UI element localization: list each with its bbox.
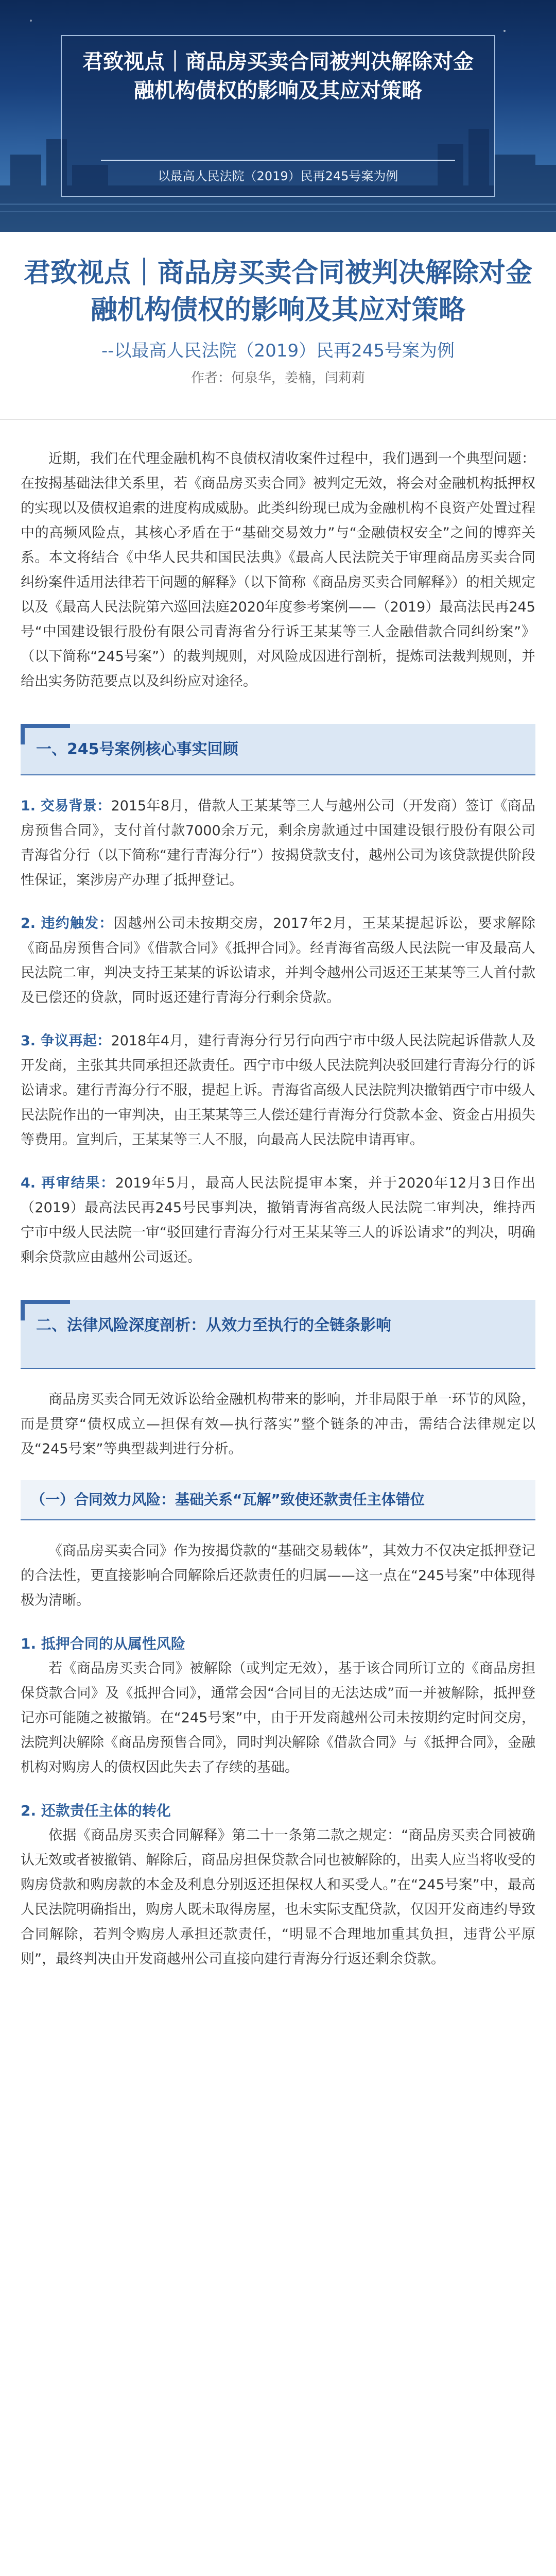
- fact-text: 2019年5月，最高人民法院提审本案，并于2020年12月3日作出（2019）最高法民再245号民事判决，撤销青海省高级人民法院二审判决，维持西宁市中级人民法院一审“驳回建行青海分行对王某某等三人的诉讼请求”的判决，明确剩余贷款应由越州公司返还。: [21, 1175, 535, 1265]
- section-corner: [21, 724, 70, 728]
- fact-text: 2018年4月，建行青海分行另行向西宁市中级人民法院起诉借款人及开发商，主张其共同承担还款责任。西宁市中级人民法院判决驳回建行青海分行的诉讼请求。建行青海分行不服，提起上诉。青海省高级人民法院判决撤销西宁市中级人民法院作出的一审判决，由王某某等三人偿还建行青海分行贷款本金、资金占用损失等费用。宣判后，王某某等三人不服，向最高人民法院申请再审。: [21, 1033, 536, 1148]
- section-corner: [21, 1300, 70, 1304]
- point-heading: 2. 还款责任主体的转化: [21, 1802, 171, 1819]
- banner-divider: [101, 160, 455, 161]
- fact-label: 3. 争议再起：: [21, 1033, 111, 1049]
- fact-text: 因越州公司未按期交房，2017年2月，王某某提起诉讼，要求解除《商品房预售合同》《借款合同》《抵押合同》。经青海省高级人民法院一审及最高人民法院二审，判决支持王某某的诉讼请求，并判令越州公司返还王某某等三人首付款及已偿还的贷款，同时返还建行青海分行剩余贷款。: [21, 916, 536, 1006]
- article-authors: 作者：何泉华，姜楠，闫莉莉: [190, 370, 365, 386]
- article-subtitle: --以最高人民法院（2019）民再245号案为例: [101, 341, 455, 361]
- header-banner: [0, 0, 556, 232]
- section-corner: [21, 724, 25, 744]
- section-header-1: [21, 724, 535, 775]
- section-intro: 商品房买卖合同无效诉讼给金融机构带来的影响，并非局限于单一环节的风险，而是贯穿“债权成立—担保有效—执行落实”整个链条的冲击，需结合法律规定以及“245号案”等典型裁判进行分析。: [21, 1392, 535, 1457]
- subsection-heading: （一）合同效力风险：基础关系“瓦解”致使还款责任主体错位: [21, 1480, 535, 1519]
- fact-label: 1. 交易背景：: [21, 798, 111, 814]
- banner-subtitle: 以最高人民法院（2019）民再245号案为例: [158, 169, 398, 183]
- divider: [0, 419, 556, 420]
- section-corner: [21, 1300, 25, 1320]
- subsection-intro: 《商品房买卖合同》作为按揭贷款的“基础交易载体”，其效力不仅决定抵押登记的合法性，更直接影响合同解除后还款责任的归属——这一点在“245号案”中体现得极为清晰。: [21, 1543, 535, 1608]
- section-header-2: [21, 1300, 535, 1369]
- fact-label: 4. 再审结果：: [21, 1175, 115, 1191]
- point-text: 若《商品房买卖合同》被解除（或判定无效），基于该合同所订立的《商品房担保贷款合同》及《抵押合同》，通常会因“合同目的无法达成”而一并被解除，抵押登记亦可能随之被撤销。在“245号案”中，由于开发商越州公司未按期约定时间交房，法院判决解除《商品房预售合同》，同时判决解除《借款合同》与《抵押合同》，金融机构对购房人的债权因此失去了存续的基础。: [21, 1660, 535, 1775]
- intro-paragraph: 近期，我们在代理金融机构不良债权清收案件过程中，我们遇到一个典型问题：在按揭基础法律关系里，若《商品房买卖合同》被判定无效，将会对金融机构抵押权的实现以及债权追索的进度构成威胁。此类纠纷现已成为金融机构不良资产处置过程中的高频风险点，其核心矛盾在于“基础交易效力”与“金融债权安全”之间的博弈关系。本文将结合《中华人民共和国民法典》《最高人民法院关于审理商品房买卖合同纠纷案件适用法律若干问题的解释》（以下简称《商品房买卖合同解释》）的相关规定以及《最高人民法院第六巡回法庭2020年度参考案例——（2019）最高法民再245号“中国建设银行股份有限公司青海省分行诉王某某等三人金融借款合同纠纷案”》（以下简称“245号案”）的裁判规则，对风险成因进行剖析，提炼司法裁判规则，并给出实务防范要点以及纠纷应对途径。: [21, 451, 535, 689]
- fact-label: 2. 违约触发：: [21, 916, 114, 931]
- point-heading: 1. 抵押合同的从属性风险: [21, 1635, 185, 1652]
- fact-item: [21, 1171, 535, 1270]
- banner-title: 君致视点｜商品房买卖合同被判决解除对金融机构债权的影响及其应对策略: [82, 50, 474, 103]
- fact-item: [21, 911, 535, 1010]
- point-text: 依据《商品房买卖合同解释》第二十一条第二款之规定：“商品房买卖合同被确认无效或者被撤销、解除后，商品房担保贷款合同也被解除的，出卖人应当将收受的购房贷款和购房款的本金及利息分别返还担保权人和买受人。”在“245号案”中，最高人民法院明确指出，购房人既未取得房屋，也未实际支配贷款，仅因开发商违约导致合同解除，若判令购房人承担还款责任，“明显不合理地加重其负担，违背公平原则”，最终判决由开发商越州公司直接向建行青海分行返还剩余贷款。: [21, 1827, 535, 1967]
- fact-text: 2015年8月，借款人王某某等三人与越州公司（开发商）签订《商品房预售合同》，支付首付款7000余万元，剩余房款通过中国建设银行股份有限公司青海省分行（以下简称“建行青海分行”）按揭贷款支付，越州公司为该贷款提供阶段性保证，案涉房产办理了抵押登记。: [21, 798, 536, 888]
- article-title: 君致视点｜商品房买卖合同被判决解除对金融机构债权的影响及其应对策略: [23, 258, 532, 326]
- fact-item: [21, 794, 535, 893]
- section-title: 一、245号案例核心事实回顾: [36, 740, 238, 758]
- fact-item: [21, 1029, 535, 1153]
- section-title: 二、法律风险深度剖析：从效力至执行的全链条影响: [36, 1316, 391, 1334]
